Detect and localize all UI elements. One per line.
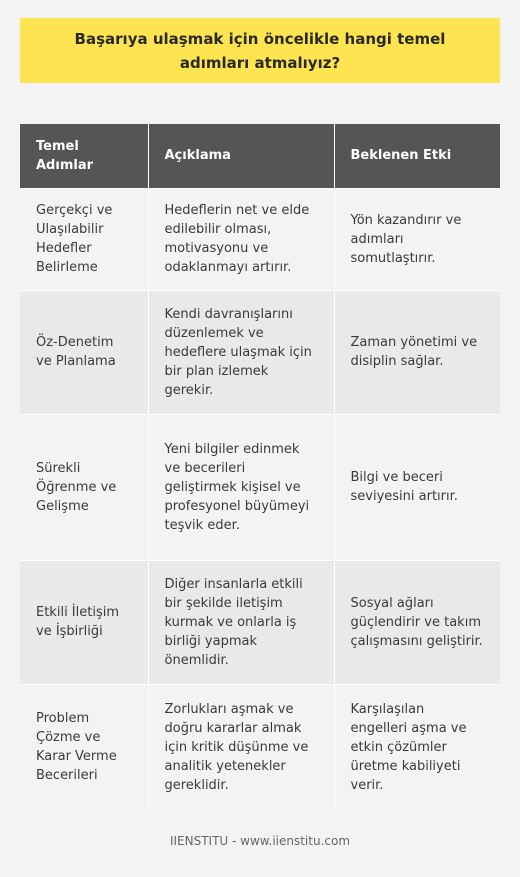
cell-step: Problem Çözme ve Karar Verme Becerileri xyxy=(20,684,148,810)
cell-step: Gerçekçi ve Ulaşılabilir Hedefler Belirleme xyxy=(20,188,148,290)
cell-effect: Karşılaşılan engelleri aşma ve etkin çözümler üretme kabiliyeti verir. xyxy=(350,701,467,793)
header-description: Açıklama xyxy=(148,124,334,188)
table-header-row xyxy=(20,124,500,188)
cell-effect: Zaman yönetimi ve disiplin sağlar. xyxy=(350,335,478,369)
cell-effect: Yön kazandırır ve adımları somutlaştırır. xyxy=(350,212,462,266)
table-row xyxy=(20,684,500,810)
cell-step: Etkili İletişim ve İşbirliği xyxy=(20,560,148,684)
page-title: Başarıya ulaşmak için öncelikle hangi temel adımları atmalıyız? xyxy=(74,29,446,72)
cell-description: Zorlukları aşmak ve doğru kararlar almak için kritik düşünme ve analitik yetenekler gereklidir. xyxy=(148,684,334,810)
table-row xyxy=(20,414,500,560)
cell-description: Yeni bilgiler edinmek ve becerileri geliştirmek kişisel ve profesyonel büyümeyi teşvik eder. xyxy=(148,414,334,560)
footer-credit: IIENSTITU - www.iienstitu.com xyxy=(169,834,351,848)
cell-description: Hedeflerin net ve elde edilebilir olması, motivasyonu ve odaklanmayı artırır. xyxy=(148,188,334,290)
title-banner xyxy=(20,18,500,83)
cell-effect: Sosyal ağları güçlendirir ve takım çalışmasını geliştirir. xyxy=(350,595,483,649)
cell-step: Sürekli Öğrenme ve Gelişme xyxy=(20,414,148,560)
table-row xyxy=(20,188,500,290)
cell-description: Kendi davranışlarını düzenlemek ve hedeflere ulaşmak için bir plan izlemek gerekir. xyxy=(148,290,334,414)
header-steps: Temel Adımlar xyxy=(20,124,148,188)
steps-table xyxy=(20,124,500,810)
cell-step: Öz-Denetim ve Planlama xyxy=(20,290,148,414)
cell-effect: Bilgi ve beceri seviyesini artırır. xyxy=(350,470,458,504)
cell-description: Diğer insanlarla etkili bir şekilde iletişim kurmak ve onlarla iş birliği yapmak önemlidir. xyxy=(148,560,334,684)
table-row xyxy=(20,560,500,684)
header-expected-effect: Beklenen Etki xyxy=(350,148,452,164)
table-row xyxy=(20,290,500,414)
